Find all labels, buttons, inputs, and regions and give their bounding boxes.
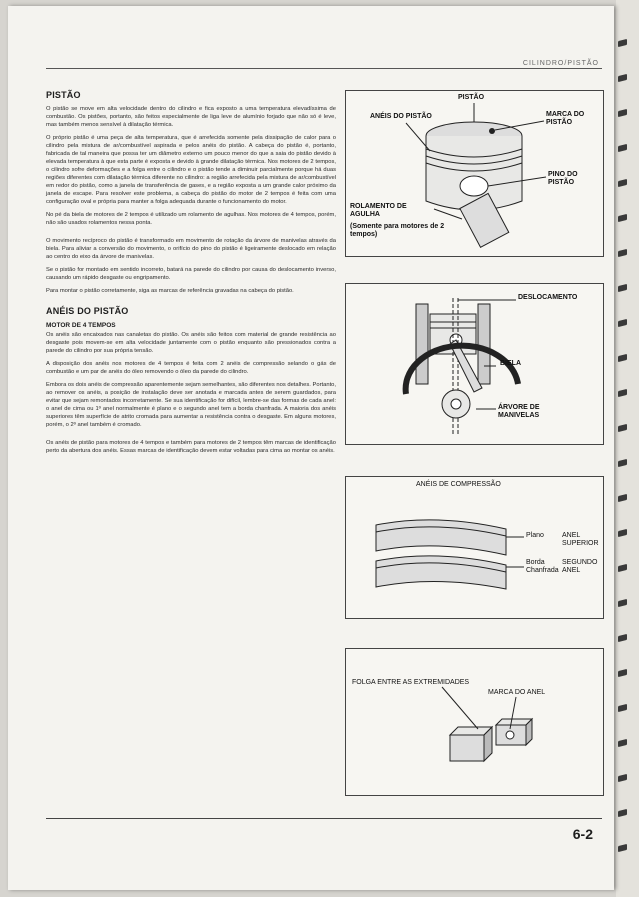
paragraph: Se o pistão for montado em sentido incorreto, batará na parede do cilindro por causa do deslocamento inverso, causando um rápido desgaste ou engripamento.: [46, 266, 336, 281]
label-arvore: ÁRVORE DE MANIVELAS: [498, 404, 540, 419]
piston-figure: [345, 90, 604, 257]
fig1-title: PISTÃO: [458, 94, 485, 101]
header-rule: [46, 68, 602, 69]
label-aneis-do-pistao: ANÉIS DO PISTÃO: [370, 113, 432, 120]
paragraph: A disposição dos anéis nos motores de 4 tempos é feita com 2 anéis de compressão selando o gás de combustão e um par de anéis do óleo removendo o óleo da parede do cilindro.: [46, 360, 336, 375]
end-gap-figure: [345, 648, 604, 796]
end-gap-illustration: [346, 649, 603, 795]
fig3-title: ANÉIS DE COMPRESSÃO: [416, 481, 501, 488]
paragraph: Para montar o pistão corretamente, siga as marcas de referência gravadas na cabeça do pistão.: [46, 287, 294, 294]
label-anel-superior: ANEL SUPERIOR: [562, 532, 599, 547]
page-number: 6-2: [572, 826, 593, 842]
label-rolamento-note: (Somente para motores de 2 tempos): [350, 223, 445, 238]
label-rolamento: ROLAMENTO DE AGULHA: [350, 203, 407, 218]
section-header: CILINDRO/PISTÃO: [522, 60, 599, 67]
pistao-heading: PISTÃO: [46, 90, 81, 100]
offset-illustration: [346, 284, 603, 444]
label-marca-do-pistao: MARCA DO PISTÃO: [546, 111, 585, 126]
label-pino-do-pistao: PINO DO PISTÃO: [548, 171, 578, 186]
binder-spine: [616, 0, 639, 897]
label-borda: Borda Chanfrada: [526, 559, 559, 574]
motor4-heading: MOTOR DE 4 TEMPOS: [46, 321, 116, 329]
label-biela: BIELA: [500, 360, 521, 367]
aneis-heading: ANÉIS DO PISTÃO: [46, 305, 129, 316]
paragraph: Os anéis de pistão para motores de 4 tempos e também para motores de 2 tempos têm marcas de identificação perto da abertura dos anéis. Essas marcas de identificação devem estar voltadas para cima ao montar os anéis.: [46, 439, 336, 454]
footer-rule: [46, 818, 602, 819]
fig4-title: FOLGA ENTRE AS EXTREMIDADES: [352, 679, 470, 686]
paragraph: No pé da biela de motores de 2 tempos é utilizado um rolamento de agulhas. Nos motores de 4 tempos, porém, não são usados rolamentos nessa ponta.: [46, 211, 336, 226]
paragraph: O pistão se move em alta velocidade dentro do cilindro e fica exposto a uma temperatura elevadíssima de combustão. Os pistões, portanto, são feitos especialmente de liga leve de alumínio forjado que não só é leve, mas também menos sensível à dilatação térmica.: [46, 106, 336, 128]
label-plano: Plano: [526, 532, 544, 539]
label-marca-do-anel: MARCA DO ANEL: [488, 689, 546, 696]
compression-rings-figure: [345, 476, 604, 619]
label-deslocamento: DESLOCAMENTO: [518, 294, 578, 301]
offset-figure: [345, 283, 604, 445]
paragraph: O movimento recíproco do pistão é transformado em movimento de rotação da árvore de manivelas através da biela. Para aliviar a conversão do movimento, o orifício do pino do pistão é ligeiramente deslocado em relação ao centro do eixo da árvore de manivelas.: [46, 237, 336, 260]
label-segundo-anel: SEGUNDO ANEL: [562, 559, 598, 574]
paragraph: Embora os dois anéis de compressão aparentemente sejam semelhantes, são diferentes nos detalhes. Portanto, ao remover os anéis, a posição de instalação deve ser anotada e marcada antes de serem guardados, para evitar que sejam remontados incorretamente. Se sua identificação for difícil, lembre-se das formas de cada anel: o anel de cima ou 1º anel normalmente é plano e o segundo anel tem a borda chanfrada. A maioria dos anéis superiores têm superfície de atrito cromada para aumentar a resistência contra o desgaste. Em alguns motores, porém, o 2º anel também é cromado.: [46, 381, 337, 428]
text-column: [46, 90, 336, 460]
rings-illustration: [346, 477, 603, 618]
paragraph: Os anéis são encaixados nas canaletas do pistão. Os anéis são feitos com material de grande resistência ao desgaste pois movem-se em alta velocidade juntamente com o pistão enquanto são pressionados contra a parede do cilindro por sua própria tensão.: [46, 331, 336, 354]
paragraph: O próprio pistão é uma peça de alta temperatura, que é arrefecida somente pela dissipação de calor para o cilindro pela mistura de ar/combustível aspirada e pelos anéis do pistão. A cabeça do pistão é, portanto, fabricada de tal maneira que possa ter um diâmetro externo um pouco menor do que a saia do pistão devido à elevada temperatura à que esta parte é exposta e devido à grande dilatação térmica. Nos motores de 2 tempos, o cilindro sofre deformações e a folga entre o cilindro e o pistão tende a diminuir parcialmente porque há duas regiões diferentes com dilatação térmica diferente no cilindro: a região arrefecida pela mistura de ar/combustível em redor do pistão, como a janela de transferência de gases, e a região exposta a um grande calor próximo da janela de escape. Para resolver este problema, a cabeça do pistão do motor de 2 tempos é feita com uma configuração oval e própria para manter a folga adequada durante o funcionamento do motor.: [46, 134, 336, 205]
